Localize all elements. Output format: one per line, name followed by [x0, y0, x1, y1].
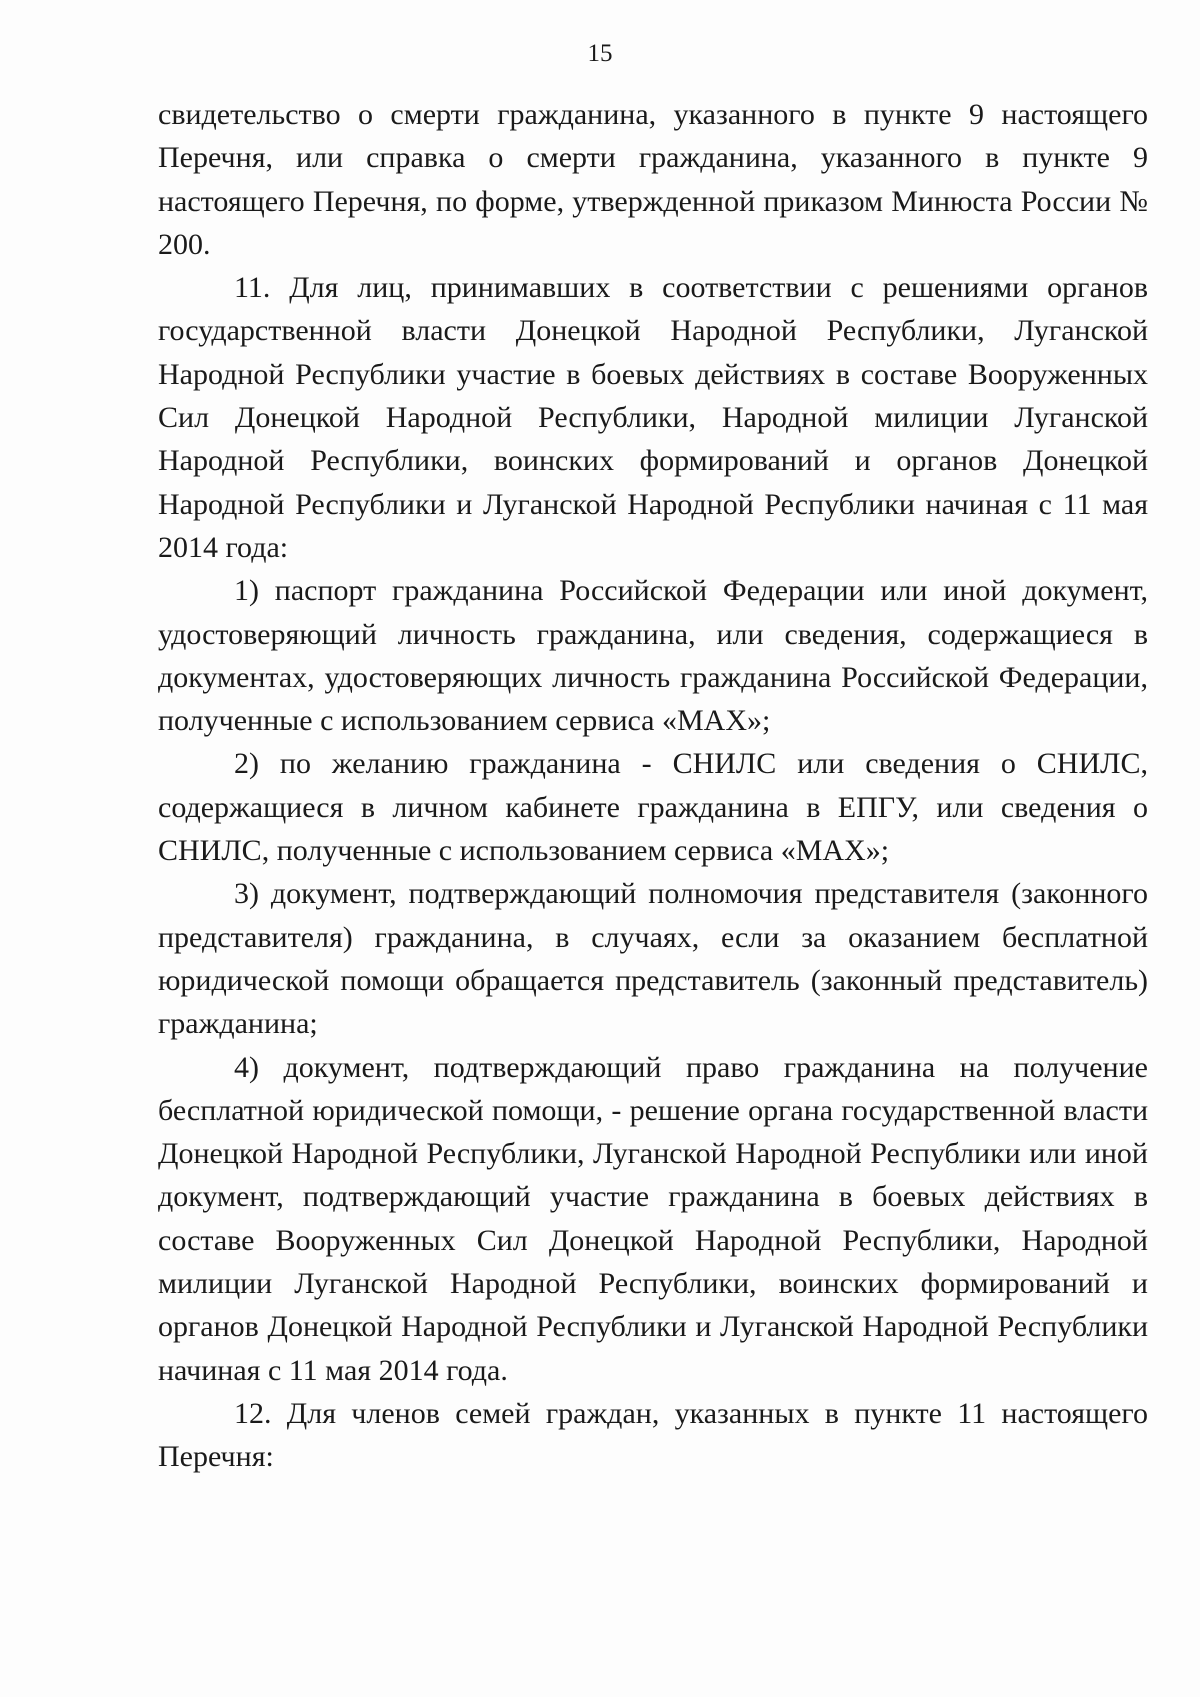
paragraph-11-item-2: 2) по желанию гражданина - СНИЛС или сведения о СНИЛС, содержащиеся в личном кабинете гражданина в ЕПГУ, или сведения о СНИЛС, полученные с использованием сервиса «MAX»;: [158, 747, 1148, 868]
paragraph-11-item-3: 3) документ, подтверждающий полномочия представителя (законного представителя) гражданина, в случаях, если за оказанием бесплатной юридической помощи обращается представитель (законный представитель) гражданина;: [158, 877, 1148, 1041]
page-number: 15: [587, 40, 613, 67]
document-body: [158, 93, 1148, 1479]
paragraph-11-item-1: 1) паспорт гражданина Российской Федерации или иной документ, удостоверяющий личность гражданина, или сведения, содержащиеся в документах, удостоверяющих личность гражданина Российской Федерации, полученные с использованием сервиса «MAX»;: [158, 574, 1148, 738]
paragraph-11: 11. Для лиц, принимавших в соответствии с решениями органов государственной власти Донецкой Народной Республики, Луганской Народной Республики участие в боевых действиях в составе Вооруженных Сил Донецкой Народной Республики, Народной милиции Луганской Народной Республики, воинских формирований и органов Донецкой Народной Республики и Луганской Народной Республики начиная с 11 мая 2014 года:: [158, 271, 1148, 564]
paragraph-12: 12. Для членов семей граждан, указанных в пункте 11 настоящего Перечня:: [158, 1396, 1148, 1474]
paragraph-10-continuation: свидетельство о смерти гражданина, указанного в пункте 9 настоящего Перечня, или справка о смерти гражданина, указанного в пункте 9 настоящего Перечня, по форме, утвержденной приказом Минюста России № 200.: [158, 98, 1148, 261]
paragraph-11-item-4: 4) документ, подтверждающий право гражданина на получение бесплатной юридической помощи, - решение органа государственной власти Донецкой Народной Республики, Луганской Народной Республики или иной документ, подтверждающий участие гражданина в боевых действиях в составе Вооруженных Сил Донецкой Народной Республики, Народной милиции Луганской Народной Республики, воинских формирований и органов Донецкой Народной Республики и Луганской Народной Республики начиная с 11 мая 2014 года.: [158, 1050, 1148, 1387]
